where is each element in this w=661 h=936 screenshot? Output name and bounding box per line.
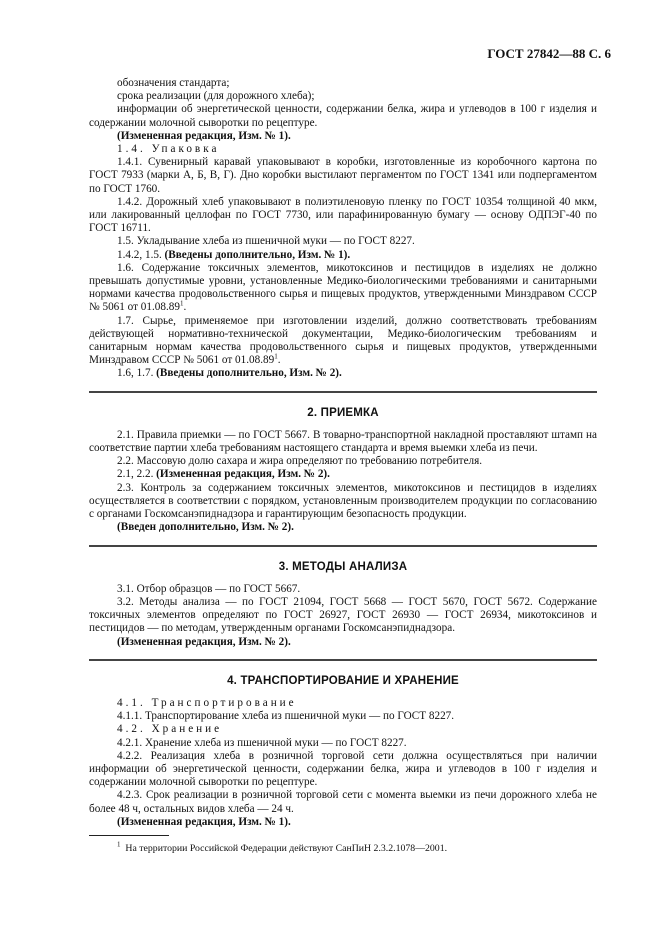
paragraph: обозначения стандарта; bbox=[117, 77, 230, 89]
paragraph: информации об энергетической ценности, содержании белка, жира и углеводов в 100 г изделия и содержании молочной сыворотки по рецептуре. bbox=[89, 103, 597, 129]
amendment-note: (Измененная редакция, Изм. № 1). bbox=[117, 815, 291, 828]
section-title: 4. ТРАНСПОРТИРОВАНИЕ И ХРАНЕНИЕ bbox=[227, 674, 459, 687]
clause-heading: 4.2. Хранение bbox=[117, 723, 223, 736]
paragraph: 2.3. Контроль за содержанием токсичных элементов, микотоксинов и пестицидов в изделиях осуществляется в соответствии с порядком, установленным производителем продукции по согласованию с органами Госкомсанэпиднадзора и гарантирующим безопасность продукции. bbox=[89, 481, 597, 521]
paragraph: 4.2.2. Реализация хлеба в розничной торговой сети должна осуществляться при наличии информации об энергетической ценности, содержании белка, жира и углеводов в 100 г изделия и содержании молочной сыворотки по рецептуре. bbox=[89, 749, 597, 789]
footnote-divider bbox=[89, 835, 169, 836]
paragraph: 4.1.1. Транспортирование хлеба из пшеничной муки — по ГОСТ 8227. bbox=[117, 710, 455, 723]
paragraph: 1.6. Содержание токсичных элементов, микотоксинов и пестицидов в изделиях не должно превышать допустимые уровни, установленные Медико-биологическими требованиями и санитарными нормами качества продовольственного сырья и пищевых продуктов, утвержденными Минздравом СССР № 5061 от 01.08.89$^1$. bbox=[89, 261, 597, 314]
paragraph: 1.7. Сырье, применяемое при изготовлении изделий, должно соответствовать требованиям действующей нормативно-технической документации, Медико-биологическим требованиям и санитарным нормам качества продовольственного сырья и пищевых продуктов, утвержденными Минздравом СССР № 5061 от 01.08.89$^1$. bbox=[89, 314, 597, 367]
section-divider bbox=[89, 391, 597, 393]
section-title: 2. ПРИЕМКА bbox=[307, 406, 379, 419]
footnote: $^1$ На территории Российской Федерации действуют СанПиН 2.3.2.1078—2001. bbox=[117, 840, 448, 854]
paragraph: 2.2. Массовую долю сахара и жира определяют по требованию потребителя. bbox=[117, 455, 483, 468]
clause-heading: 4.1. Транспортирование bbox=[117, 696, 297, 709]
paragraph: 2.1. Правила приемки — по ГОСТ 5667. В товарно-транспортной накладной проставляют штамп на соответствие партии хлеба требованиям настоящего стандарта и время выемки хлеба из печи. bbox=[89, 428, 597, 455]
paragraph: срока реализации (для дорожного хлеба); bbox=[117, 90, 315, 103]
paragraph: 4.2.3. Срок реализации в розничной торговой сети с момента выемки из печи дорожного хлеба не более 48 ч, остальных видов хлеба — 24 ч. bbox=[89, 789, 597, 815]
document-body bbox=[89, 77, 597, 855]
amendment-note: (Введен дополнительно, Изм. № 2). bbox=[117, 521, 294, 534]
amendment-note: 1.4.2, 1.5. (Введены дополнительно, Изм. № 1). bbox=[117, 248, 351, 261]
paragraph: 1.4.1. Сувенирный каравай упаковывают в коробки, изготовленные из коробочного картона по ГОСТ 7933 (марки А, Б, В, Г). Дно коробки выстилают пергаментом по ГОСТ 1341 или подпергаментом по ГОСТ 1760. bbox=[89, 156, 597, 195]
section-divider bbox=[89, 659, 597, 661]
amendment-note: 1.6, 1.7. (Введены дополнительно, Изм. № 2). bbox=[117, 367, 342, 380]
paragraph: 4.2.1. Хранение хлеба из пшеничной муки — по ГОСТ 8227. bbox=[117, 736, 407, 749]
paragraph: 3.2. Методы анализа — по ГОСТ 21094, ГОСТ 5668 — ГОСТ 5670, ГОСТ 5672. Содержание токсичных элементов определяют по ГОСТ 26927, ГОСТ 26930 — ГОСТ 26934, микотоксинов и пестицидов — по методам, утвержденным органами Госкомсанэпиднадзора. bbox=[89, 595, 597, 635]
paragraph: 1.5. Укладывание хлеба из пшеничной муки — по ГОСТ 8227. bbox=[117, 235, 415, 248]
amendment-note: 2.1, 2.2. (Измененная редакция, Изм. № 2). bbox=[117, 468, 330, 481]
amendment-note: (Измененная редакция, Изм. № 1). bbox=[117, 129, 291, 142]
clause-heading: 1.4. Упаковка bbox=[117, 143, 220, 156]
footnote-mark: 1 bbox=[179, 299, 184, 308]
paragraph: 1.4.2. Дорожный хлеб упаковывают в полиэтиленовую пленку по ГОСТ 10354 толщиной 40 мкм, или лакированный целлофан по ГОСТ 7730, или парафинированную бумагу — основу ОДПЭГ-40 по ГОСТ 16711. bbox=[89, 195, 597, 235]
section-title: 3. МЕТОДЫ АНАЛИЗА bbox=[278, 560, 408, 573]
page-header: ГОСТ 27842—88 С. 6 bbox=[487, 46, 611, 61]
footnote-mark: 1 bbox=[117, 840, 121, 849]
section-divider bbox=[89, 545, 597, 547]
amendment-note: (Измененная редакция, Изм. № 2). bbox=[117, 635, 291, 648]
paragraph: 3.1. Отбор образцов — по ГОСТ 5667. bbox=[117, 582, 301, 595]
footnote-mark: 1 bbox=[274, 352, 278, 361]
